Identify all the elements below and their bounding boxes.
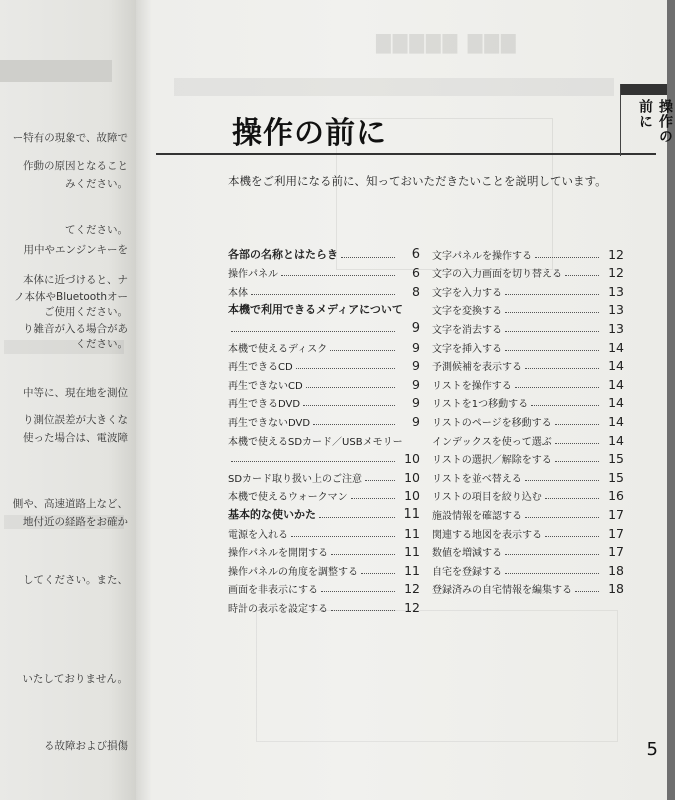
manual-page [136, 0, 673, 800]
toc-entry-page: 11 [404, 562, 420, 578]
toc-entry-page: 9 [411, 320, 420, 336]
toc-entry-label: 再生できるCD [228, 362, 293, 374]
title-rule [156, 153, 656, 155]
toc-entry [432, 522, 624, 541]
bleed-through-band [174, 78, 614, 96]
toc-leader-dots [231, 461, 395, 462]
toc-entry-label: 電源を入れる [228, 529, 288, 541]
toc-entry-label: 本機で使えるディスク [228, 343, 328, 355]
toc-entry-label: SDカード取り扱い上のご注意 [228, 473, 363, 485]
toc-entry [432, 317, 624, 336]
toc-entry [228, 373, 420, 392]
toc-entry-label: 文字を挿入する [432, 343, 502, 355]
toc-entry [228, 429, 420, 448]
left-page-line: 地付近の経路をお確か [23, 516, 128, 528]
toc-entry-label: 文字を変換する [432, 306, 502, 318]
toc-leader-dots [306, 387, 395, 388]
toc-leader-dots [525, 517, 599, 518]
toc-entry-label: 文字を入力する [432, 287, 502, 299]
toc-leader-dots [330, 350, 395, 351]
toc-leader-dots [535, 257, 599, 258]
toc-entry-page: 6 [412, 265, 420, 281]
toc-entry-page: 14 [608, 432, 624, 448]
toc-leader-dots [505, 294, 599, 295]
toc-entry-label: 予測候補を表示する [432, 362, 522, 374]
toc-entry-page: 12 [404, 581, 420, 597]
toc-entry [432, 243, 624, 262]
section-tab-label: 操作の前に [637, 99, 673, 144]
toc-entry-page: 11 [403, 506, 420, 522]
toc-entry-label: 操作パネル [228, 269, 278, 281]
toc-entry [228, 559, 420, 578]
toc-entry [228, 578, 420, 597]
toc-entry [228, 299, 420, 318]
left-page-line: 本体に近づけると、ナ [23, 274, 128, 286]
toc-entry [228, 522, 420, 541]
toc-entry [432, 503, 624, 522]
toc-entry-label: 数値を増減する [432, 548, 502, 560]
toc-leader-dots [525, 480, 599, 481]
toc-entry-page: 13 [608, 320, 624, 336]
toc-entry-page: 12 [404, 599, 420, 615]
section-tab [620, 84, 673, 156]
toc-entry [228, 243, 420, 262]
section-tab-bar [621, 84, 667, 95]
toc-entry-page: 10 [404, 488, 420, 504]
toc-entry-page: 14 [608, 395, 624, 411]
left-page-line: ー特有の現象で、故障で [12, 132, 128, 144]
toc-entry-label: 施設情報を確認する [432, 510, 522, 522]
bleed-through-heading: ▇▇▇▇▇ ▇▇▇ [376, 32, 518, 54]
toc-column-1 [228, 243, 420, 615]
toc-entry-page: 9 [412, 339, 420, 355]
toc-leader-dots [505, 331, 599, 332]
toc-entry-page: 14 [608, 358, 624, 374]
toc-entry-page: 12 [608, 265, 624, 281]
toc-entry-label: リストを並べ替える [432, 473, 522, 485]
toc-entry [432, 355, 624, 374]
left-page-line: 使った場合は、電波障 [23, 432, 128, 444]
left-page-line: ノ本体やBluetoothオー [14, 291, 128, 303]
toc-entry-page: 11 [404, 544, 420, 560]
toc-entry-page: 12 [608, 246, 624, 262]
toc-entry-page: 18 [608, 562, 624, 578]
toc-entry-page: 14 [608, 376, 624, 392]
toc-leader-dots [555, 424, 599, 425]
toc-entry-page: 10 [404, 451, 420, 467]
toc-entry-page: 16 [608, 488, 624, 504]
toc-leader-dots [303, 405, 395, 406]
toc-entry [432, 578, 624, 597]
toc-entry-label: 本機で使えるウォークマン [228, 492, 348, 504]
toc-leader-dots [281, 275, 395, 276]
toc-leader-dots [321, 591, 395, 592]
toc-leader-dots [531, 405, 599, 406]
left-page-line: り雑音が入る場合があ [23, 323, 128, 335]
toc-entry-page: 17 [608, 525, 624, 541]
toc-entry-label: 再生できないDVD [228, 417, 311, 429]
toc-entry-label: 各部の名称とはたらき [228, 247, 338, 261]
toc-entry-label: 本体 [228, 287, 248, 299]
toc-entry-page: 9 [412, 376, 420, 392]
toc-entry-page: 18 [608, 581, 624, 597]
left-page-line: 側や、高速道路上など、 [12, 498, 128, 510]
toc-leader-dots [565, 275, 599, 276]
toc-entry-label: リストの項目を絞り込む [432, 492, 542, 504]
toc-entry-label: インデックスを使って選ぶ [432, 436, 552, 448]
left-page-line: る故障および損傷 [44, 740, 128, 752]
toc-entry-label: 操作パネルの角度を調整する [228, 566, 358, 578]
toc-entry-page: 17 [608, 506, 624, 522]
toc-entry-label: 時計の表示を設定する [228, 603, 328, 615]
toc-leader-dots [505, 312, 599, 313]
toc-entry [432, 410, 624, 429]
toc-entry-label: リストを操作する [432, 380, 512, 392]
toc-entry [432, 336, 624, 355]
toc-entry [432, 466, 624, 485]
bleed-through-table [256, 610, 618, 742]
toc-entry-label: 関連する地図を表示する [432, 529, 542, 541]
toc-entry-page: 14 [608, 339, 624, 355]
left-page-line: てください。 [65, 224, 128, 236]
left-page-line: 中等に、現在地を測位 [23, 387, 128, 399]
toc-leader-dots [555, 443, 599, 444]
toc-entry-page: 13 [608, 283, 624, 299]
toc-entry-page: 10 [404, 469, 420, 485]
toc-leader-dots [505, 350, 599, 351]
toc-entry [432, 541, 624, 560]
toc-entry-page: 11 [404, 525, 420, 541]
toc-entry [432, 485, 624, 504]
left-page-line: いたしておりません。 [22, 673, 128, 685]
toc-entry [228, 280, 420, 299]
toc-entry-label: 文字パネルを操作する [432, 250, 532, 262]
toc-entry [228, 392, 420, 411]
toc-entry [228, 466, 420, 485]
toc-entry [228, 541, 420, 560]
toc-leader-dots [296, 368, 395, 369]
toc-entry-label: 本機で利用できるメディアについて [228, 303, 403, 317]
toc-entry [228, 503, 420, 522]
toc-entry-page: 6 [411, 246, 420, 262]
toc-entry [228, 596, 420, 615]
toc-entry [432, 373, 624, 392]
intro-text: 本機をご利用になる前に、知っておいただきたいことを説明しています。 [228, 174, 607, 188]
toc-entry-label: 再生できないCD [228, 380, 303, 392]
left-page-line: 作動の原因となること [23, 160, 128, 172]
toc-leader-dots [331, 610, 395, 611]
toc-entry-label: 登録済みの自宅情報を編集する [432, 585, 572, 597]
toc-entry-label: リストのページを移動する [432, 417, 552, 429]
toc-entry [432, 280, 624, 299]
toc-entry [432, 559, 624, 578]
toc-entry-page: 8 [412, 283, 420, 299]
toc-entry-label: 本機で使えるSDカード／USBメモリー [228, 436, 403, 448]
toc-entry [432, 299, 624, 318]
left-page-line: ください。 [75, 338, 128, 350]
toc-entry-page: 9 [412, 358, 420, 374]
toc-leader-dots [351, 498, 395, 499]
toc-entry [432, 429, 624, 448]
toc-entry [228, 448, 420, 467]
toc-leader-dots [341, 257, 395, 258]
toc-column-2 [432, 243, 624, 596]
toc-entry [228, 336, 420, 355]
left-page-line: 用中やエンジンキーを [23, 244, 128, 256]
toc-entry-label: 文字を消去する [432, 324, 502, 336]
toc-entry [228, 317, 420, 336]
toc-leader-dots [505, 554, 599, 555]
toc-entry-label: 自宅を登録する [432, 566, 502, 578]
toc-entry-label: 文字の入力画面を切り替える [432, 269, 562, 281]
toc-entry [432, 392, 624, 411]
left-page-line: みください。 [65, 178, 128, 190]
page-number: 5 [646, 739, 658, 760]
toc-entry [432, 262, 624, 281]
left-facing-page [0, 0, 136, 800]
toc-entry-label: 操作パネルを開閉する [228, 548, 328, 560]
toc-leader-dots [251, 294, 395, 295]
toc-leader-dots [231, 331, 395, 332]
toc-entry [228, 485, 420, 504]
toc-leader-dots [545, 498, 599, 499]
toc-leader-dots [319, 517, 395, 518]
toc-entry-page: 13 [608, 302, 624, 318]
toc-leader-dots [361, 573, 395, 574]
toc-leader-dots [545, 536, 599, 537]
left-page-header-band [0, 60, 112, 82]
toc-leader-dots [575, 591, 599, 592]
toc-entry-page: 9 [412, 413, 420, 429]
left-page-line: してください。また、 [23, 574, 128, 586]
toc-leader-dots [291, 536, 395, 537]
toc-entry-page: 15 [608, 469, 624, 485]
left-page-line: り測位誤差が大きくな [23, 414, 128, 426]
toc-entry-page: 9 [412, 395, 420, 411]
toc-leader-dots [331, 554, 395, 555]
left-page-line: ご使用ください。 [44, 306, 128, 318]
toc-leader-dots [365, 480, 395, 481]
toc-entry [432, 448, 624, 467]
toc-entry-page: 15 [608, 451, 624, 467]
toc-entry-page: 17 [608, 544, 624, 560]
toc-entry [228, 262, 420, 281]
toc-entry-label: 画面を非表示にする [228, 585, 318, 597]
toc-leader-dots [555, 461, 599, 462]
toc-entry-label: リストを1つ移動する [432, 399, 529, 411]
toc-leader-dots [313, 424, 395, 425]
page-title: 操作の前に [232, 116, 387, 151]
toc-leader-dots [505, 573, 599, 574]
toc-entry [228, 410, 420, 429]
toc-leader-dots [525, 368, 599, 369]
toc-entry-page: 14 [608, 413, 624, 429]
toc-leader-dots [515, 387, 599, 388]
toc-entry-label: 再生できるDVD [228, 399, 301, 411]
toc-entry-label: リストの選択／解除をする [432, 455, 552, 467]
toc-entry-label: 基本的な使いかた [228, 507, 316, 521]
toc-entry [228, 355, 420, 374]
